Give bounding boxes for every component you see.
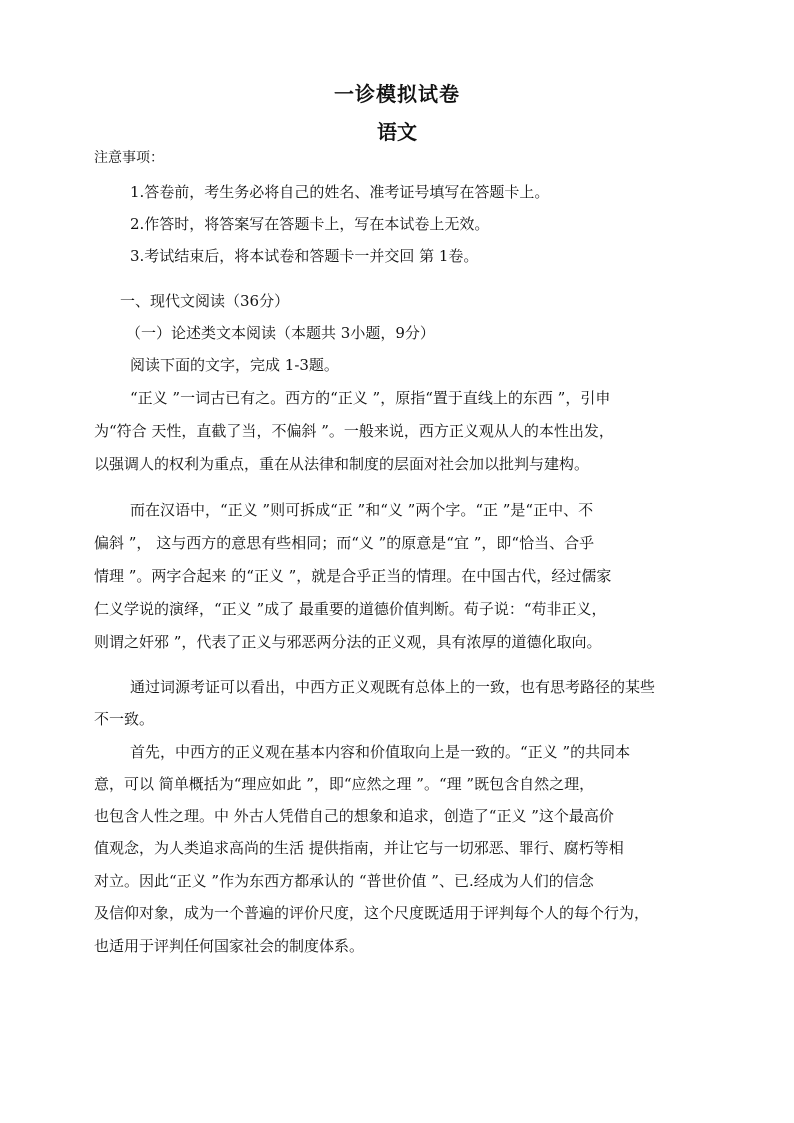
section-heading: 一、现代文阅读（36分） (120, 292, 290, 310)
passage-line: 则谓之奸邪 ”，代表了正义与邪恶两分法的正义观，具有浓厚的道德化取向。 (94, 633, 602, 651)
passage-line: 及信仰对象，成为一个普遍的评价尺度，这个尺度既适用于评判每个人的每个行为， (94, 904, 650, 922)
passage-line: 情理 ”。两字合起来 的“正义 ”，就是合乎正当的情理。在中国古代，经过儒家 (94, 567, 612, 585)
passage-line: 为“符合 天性，直截了当，不偏斜 ”。一般来说，西方正义观从人的本性出发， (94, 422, 614, 440)
passage-line: 值观念，为人类追求高尚的生活 提供指南，并让它与一切邪恶、罪行、腐朽等相 (94, 839, 624, 857)
passage-line: 以强调人的权利为重点，重在从法律和制度的层面对社会加以批判与建构。 (94, 455, 590, 473)
passage-line: 仁义学说的演绎，“正义 ”成了 最重要的道德价值判断。荀子说：“苟非正义， (94, 600, 607, 618)
notice-heading: 注意事项： (94, 150, 164, 166)
passage-line: 对立。因此“正义 ”作为东西方都承认的 “普世价值 ”、已.经成为人们的信念 (94, 872, 594, 890)
passage-line: 也包含人性之理。中 外古人凭借自己的想象和追求，创造了“正义 ”这个最高价 (94, 807, 614, 825)
exam-subject: 语文 (377, 120, 417, 144)
passage-line: 不一致。 (94, 710, 155, 728)
notice-item: 1.答卷前，考生务必将自己的姓名、准考证号填写在答题卡上。 (130, 183, 550, 201)
notice-item: 3.考试结束后，将本试卷和答题卡一并交回 第 1卷。 (130, 247, 479, 265)
passage-line: 首先，中西方的正义观在基本内容和价值取向上是一致的。“正义 ”的共同本 (130, 743, 631, 761)
passage-line: 意，可以 简单概括为“理应如此 ”，即“应然之理 ”。“理 ”既包含自然之理， (94, 775, 595, 793)
passage-line: 也适用于评判任何国家社会的制度体系。 (94, 937, 365, 955)
passage-line: “正义 ”一词古已有之。西方的“正义 ”，原指“置于直线上的东西 ”，引申 (130, 389, 611, 407)
notice-item: 2.作答时，将答案写在答题卡上，写在本试卷上无效。 (130, 215, 490, 233)
section-subheading: （一）论述类文本阅读（本题共 3小题，9分） (126, 324, 435, 342)
passage-line: 而在汉语中，“正义 ”则可拆成“正 ”和“义 ”两个字。“正 ”是“正中、不 (130, 501, 594, 519)
passage-line: 通过词源考证可以看出，中西方正义观既有总体上的一致，也有思考路径的某些 (130, 678, 656, 696)
exam-title: 一诊模拟试卷 (334, 82, 460, 106)
section-instruction: 阅读下面的文字，完成 1-3题。 (130, 356, 339, 374)
passage-line: 偏斜 ”， 这与西方的意思有些相同；而“义 ”的原意是“宜 ”，即“恰当、合乎 (94, 534, 595, 552)
